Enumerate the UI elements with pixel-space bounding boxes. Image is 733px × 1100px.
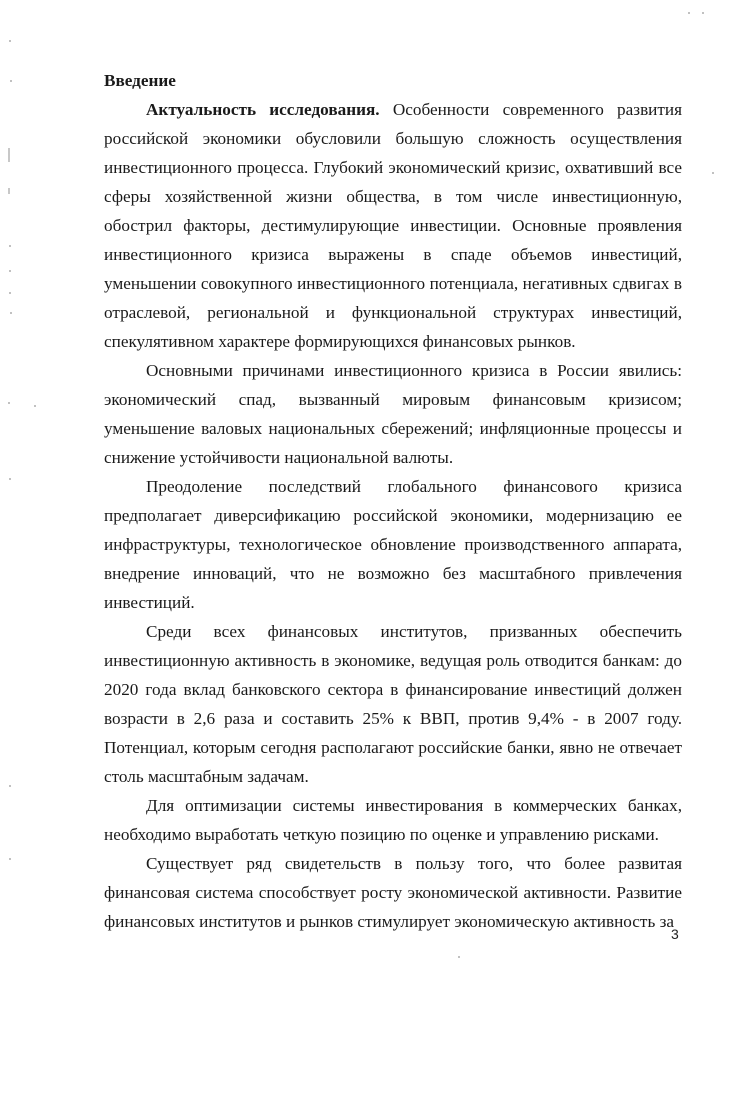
scan-artifact bbox=[9, 292, 11, 294]
scan-artifact bbox=[9, 478, 11, 480]
document-body bbox=[104, 66, 682, 936]
scan-artifact bbox=[10, 312, 12, 314]
scan-artifact bbox=[8, 148, 10, 162]
scan-artifact bbox=[688, 12, 690, 14]
scan-artifact bbox=[702, 12, 704, 14]
paragraph: Для оптимизации системы инвестирования в коммерческих банках, необходимо выработать четкую позицию по оценке и управлению рисками. bbox=[104, 796, 682, 844]
scan-artifact bbox=[10, 80, 12, 82]
scan-artifact bbox=[9, 245, 11, 247]
scan-artifact bbox=[458, 956, 460, 958]
scan-artifact bbox=[8, 188, 10, 194]
scan-artifact bbox=[9, 785, 11, 787]
paragraph: Среди всех финансовых институтов, призванных обеспечить инвестиционную активность в экономике, ведущая роль отводится банкам: до 2020 года вклад банковского сектора в финансирование инвестиций должен возрасти в 2,6 раза и составить 25% к ВВП, против 9,4% - в 2007 году. Потенциал, которым сегодня располагают российские банки, явно не отвечает столь масштабным задачам. bbox=[104, 622, 682, 786]
paragraph: Преодоление последствий глобального финансового кризиса предполагает диверсификацию российской экономики, модернизацию ее инфраструктуры, технологическое обновление производственного аппарата, внедрение инноваций, что не возможно без масштабного привлечения инвестиций. bbox=[104, 477, 682, 612]
scan-artifact bbox=[9, 858, 11, 860]
paragraph: Существует ряд свидетельств в пользу того, что более развитая финансовая система способствует росту экономической активности. Развитие финансовых институтов и рынков стимулирует экономическую активность за bbox=[104, 854, 682, 931]
paragraph-lead: Актуальность исследования. bbox=[146, 100, 380, 119]
section-heading: Введение bbox=[104, 71, 176, 90]
scan-artifact bbox=[34, 405, 36, 407]
scan-artifact bbox=[712, 172, 714, 174]
paragraph: Основными причинами инвестиционного кризиса в России явились: экономический спад, вызванный мировым финансовым кризисом; уменьшение валовых национальных сбережений; инфляционные процессы и снижение устойчивости национальной валюты. bbox=[104, 361, 682, 467]
scan-artifact bbox=[9, 40, 11, 42]
scan-artifact bbox=[8, 402, 10, 404]
paragraph bbox=[104, 95, 682, 356]
paragraph-text: Особенности современного развития российской экономики обусловили большую сложность осуществления инвестиционного процесса. Глубокий экономический кризис, охвативший все сферы хозяйственной жизни общества, в том числе инвестиционную, обострил факторы, дестимулирующие инвестиции. Основные проявления инвестиционного кризиса выражены в спаде объемов инвестиций, уменьшении совокупного инвестиционного потенциала, негативных сдвигах в отраслевой, региональной и функциональной структурах инвестиций, спекулятивном характере формирующихся финансовых рынков. bbox=[104, 100, 682, 351]
scan-artifact bbox=[9, 270, 11, 272]
page-number: 3 bbox=[671, 926, 679, 942]
